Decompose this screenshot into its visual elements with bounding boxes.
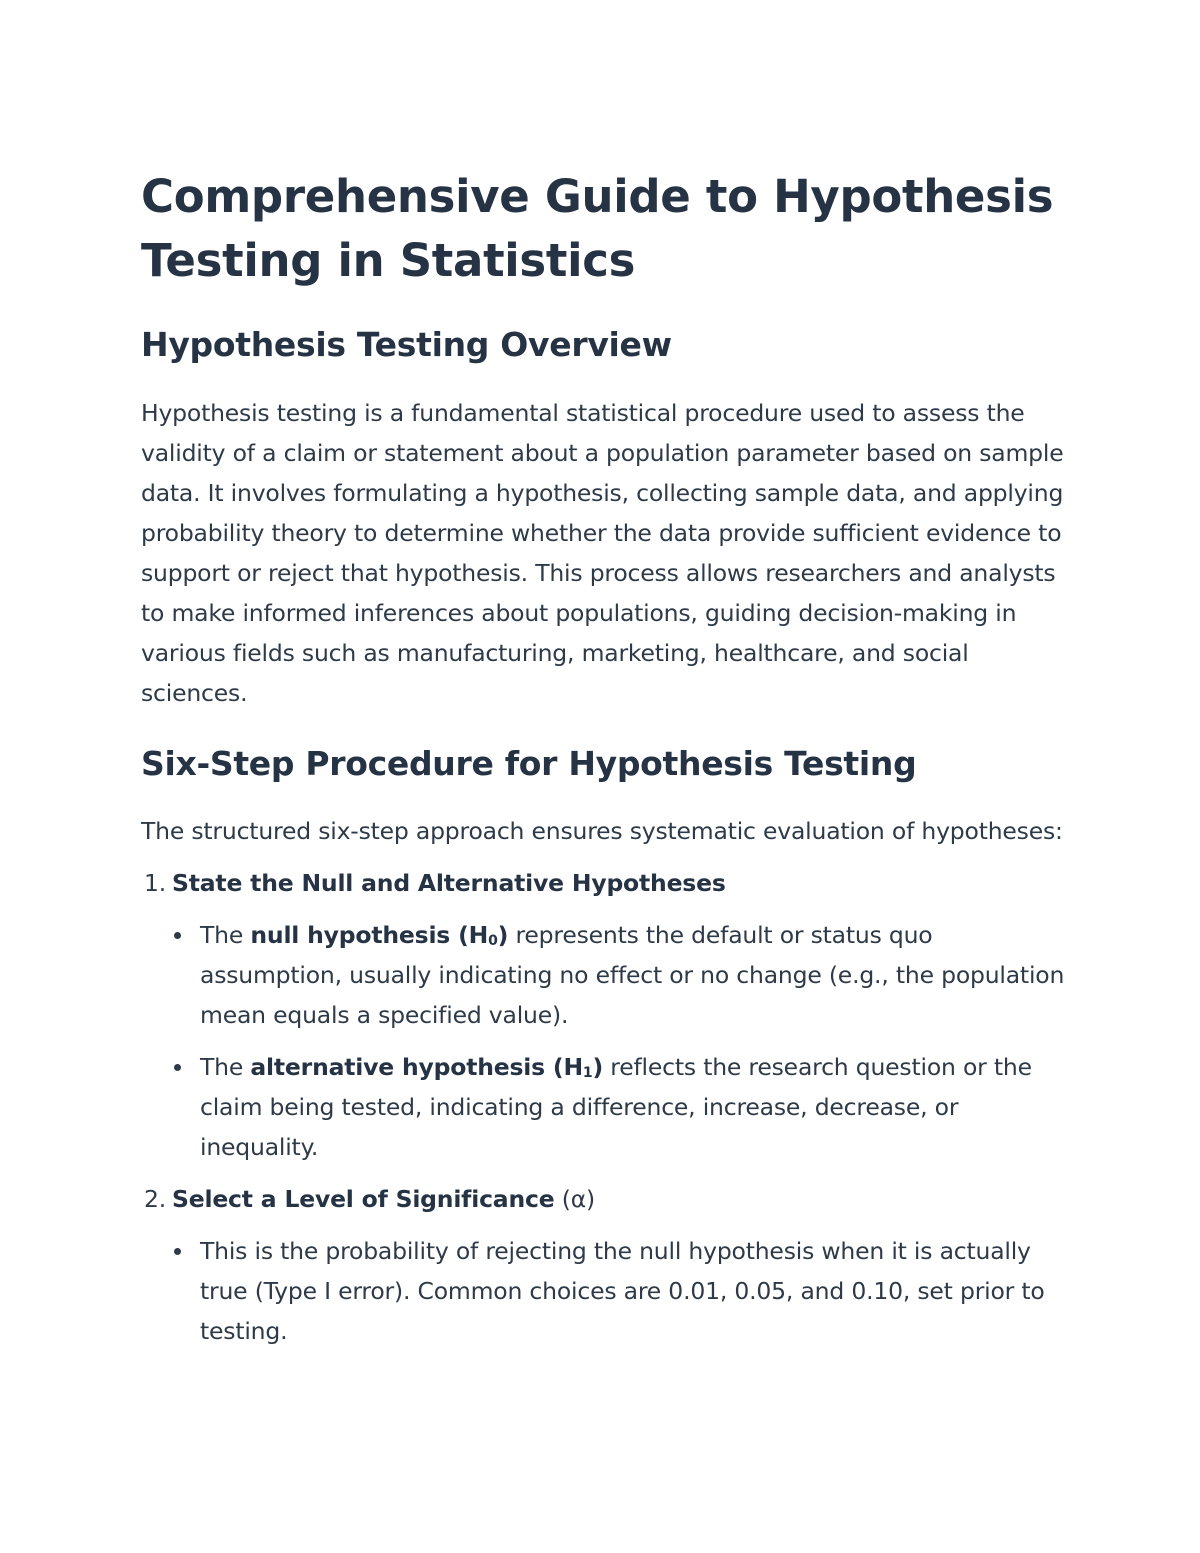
- step-title-suffix: (α): [554, 1185, 595, 1213]
- step-heading: [141, 1179, 1070, 1219]
- procedure-heading: Six-Step Procedure for Hypothesis Testing: [141, 744, 917, 783]
- step-number: 2.: [143, 1185, 166, 1213]
- bullet-term: alternative hypothesis $(H_1)$: [250, 1053, 604, 1081]
- overview-heading: Hypothesis Testing Overview: [141, 325, 672, 364]
- step-item-2: [141, 1179, 1070, 1351]
- bullet-item: [200, 1231, 1070, 1351]
- step-bullets: [141, 915, 1070, 1167]
- step-item-1: [141, 863, 1070, 1167]
- bullet-item: [200, 915, 1070, 1035]
- subscript: 0: [488, 933, 498, 949]
- bullet-dot-icon: [174, 1064, 181, 1071]
- subscript: 1: [582, 1065, 593, 1081]
- step-number: 1.: [143, 869, 166, 897]
- bullet-dot-icon: [174, 932, 181, 939]
- bullet-term: null hypothesis $(H_0)$: [250, 921, 509, 949]
- step-title: Select a Level of Significance: [172, 1185, 555, 1213]
- document-title: Comprehensive Guide to Hypothesis Testing in Statistics: [141, 170, 1054, 287]
- bullet-text: represents the default or status quo assumption, usually indicating no effect or no change (e.g., the population mean equals a specified value).: [200, 921, 1065, 1029]
- step-title: State the Null and Alternative Hypotheses: [172, 869, 726, 897]
- bullet-text: This is the probability of rejecting the null hypothesis when it is actually true (Type I error). Common choices are 0.01, 0.05, and 0.10, set prior to testing.: [200, 1237, 1045, 1345]
- bullet-text: reflects the research question or the claim being tested, indicating a difference, increase, decrease, or inequality.: [200, 1053, 1032, 1161]
- bullet-text: The: [200, 921, 251, 949]
- bullet-text: The: [200, 1053, 251, 1081]
- bullet-dot-icon: [174, 1248, 181, 1255]
- bullet-item: [200, 1047, 1070, 1167]
- procedure-intro: The structured six-step approach ensures systematic evaluation of hypotheses:: [141, 817, 1063, 845]
- overview-paragraph: Hypothesis testing is a fundamental statistical procedure used to assess the validity of a claim or statement about a population parameter based on sample data. It involves formulating a hypothesis, collecting sample data, and applying probability theory to determine whether the data provide sufficient evidence to support or reject that hypothesis. This process allows researchers and analysts to make informed inferences about populations, guiding decision-making in various fields such as manufacturing, marketing, healthcare, and social sciences.: [141, 399, 1064, 707]
- procedure-steps-list: [141, 863, 1070, 1351]
- step-heading: [141, 863, 1070, 903]
- step-bullets: [141, 1231, 1070, 1351]
